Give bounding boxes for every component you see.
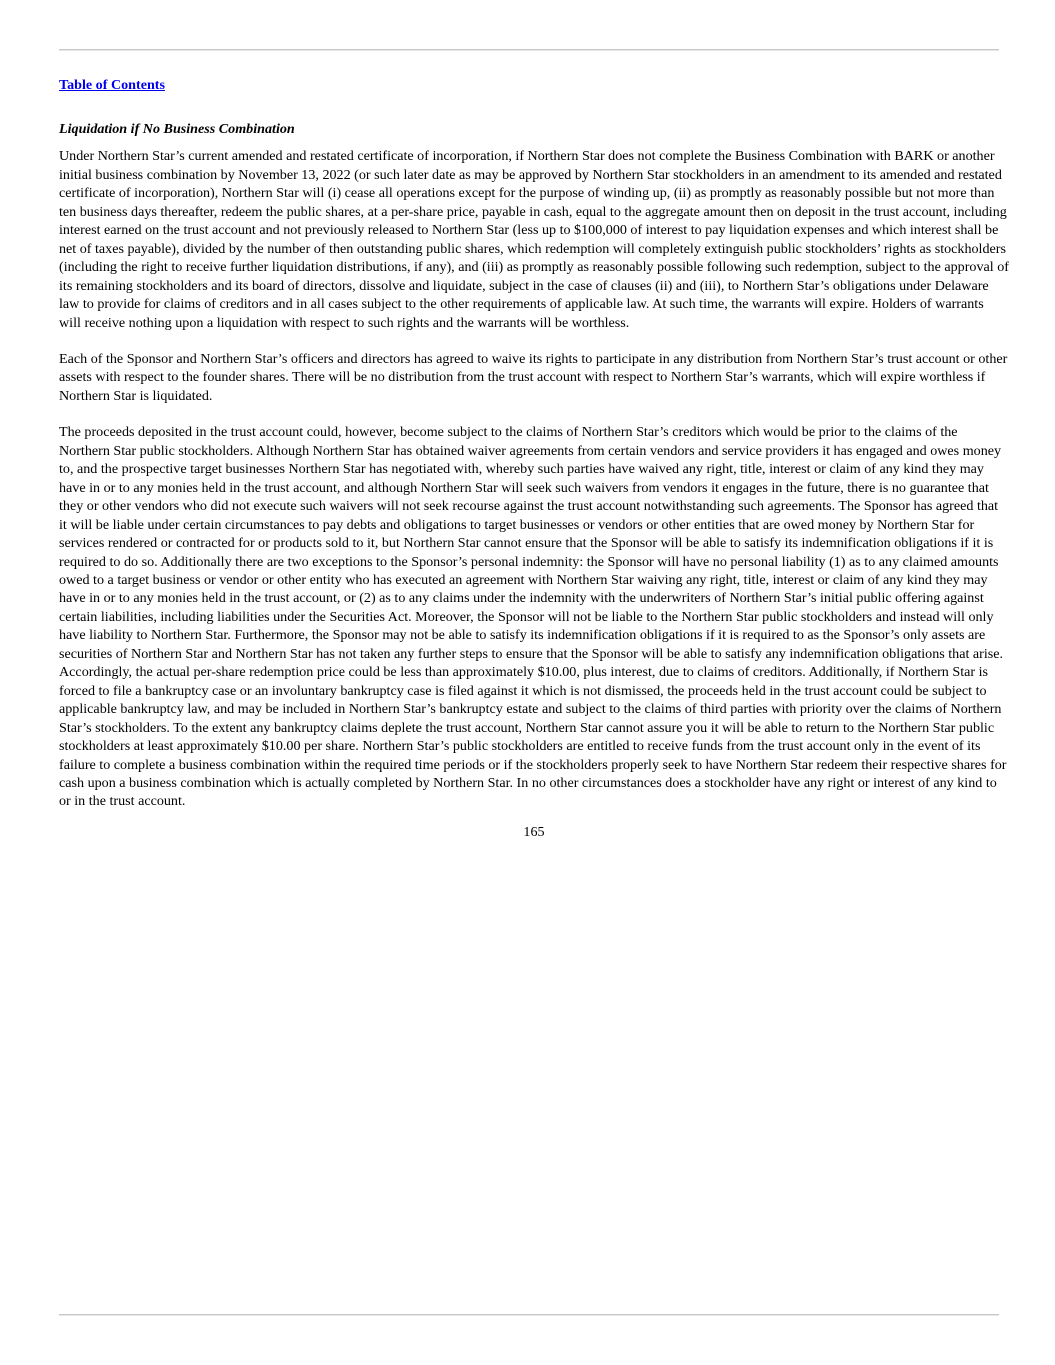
table-of-contents-link[interactable]: Table of Contents [59, 77, 165, 93]
section-heading: Liquidation if No Business Combination [59, 121, 295, 137]
paragraph-waiver: Each of the Sponsor and Northern Star’s officers and directors has agreed to waive its rights to participate in any distribution from Northern Star’s trust account or other assets with respect to the founder shares. There will be no distribution from the trust account with respect to Northern Star’s warrants, which will expire worthless if Northern Star is liquidated. [59, 350, 1008, 404]
top-divider [59, 49, 999, 50]
paragraph-liquidation: Under Northern Star’s current amended and restated certificate of incorporation, if Northern Star does not complete the Business Combination with BARK or another initial business combination by November 13, 2022 (or such later date as may be approved by Northern Star stockholders in an amendment to its amended and restated certificate of incorporation), Northern Star will (i) cease all operations except for the purpose of winding up, (ii) as promptly as reasonably possible but not more than ten business days thereafter, redeem the public shares, at a per-share price, payable in cash, equal to the aggregate amount then on deposit in the trust account, including interest earned on the trust account and not previously released to Northern Star (less up to $100,000 of interest to pay liquidation expenses and which interest shall be net of taxes payable), divided by the number of then outstanding public shares, which redemption will completely extinguish public stockholders’ rights as stockholders (including the right to receive further liquidation distributions, if any), and (iii) as promptly as reasonably possible following such redemption, subject to the approval of its remaining stockholders and its board of directors, dissolve and liquidate, subject in the case of clauses (ii) and (iii), to Northern Star’s obligations under Delaware law to provide for claims of creditors and in all cases subject to the other requirements of applicable law. At such time, the warrants will expire. Holders of warrants will receive nothing upon a liquidation with respect to such rights and the warrants will be worthless. [59, 148, 1009, 331]
bottom-divider [59, 1314, 999, 1315]
page-number: 165 [523, 823, 545, 840]
toc-container [59, 76, 1009, 96]
paragraph-trust-claims: The proceeds deposited in the trust account could, however, become subject to the claims of Northern Star’s creditors which would be prior to the claims of the Northern Star public stockholders. Although Northern Star has obtained waiver agreements from certain vendors and service providers it has engaged and owes money to, and the prospective target businesses Northern Star has negotiated with, whereby such parties have waived any right, title, interest or claim of any kind they may have in or to any monies held in the trust account, and although Northern Star will seek such waivers from vendors it engages in the future, there is no guarantee that they or other vendors who did not execute such waivers will not seek recourse against the trust account notwithstanding such agreements. The Sponsor has agreed that it will be liable under certain circumstances to pay debts and obligations to target businesses or vendors or other entities that are owed money by Northern Star for services rendered or contracted for or products sold to it, but Northern Star cannot ensure that the Sponsor will be able to satisfy its indemnification obligations if it is required to do so. Additionally there are two exceptions to the Sponsor’s personal indemnity: the Sponsor will have no personal liability (1) as to any claimed amounts owed to a target business or vendor or other entity who has executed an agreement with Northern Star waiving any right, title, interest or claim of any kind they may have in or to any monies held in the trust account, or (2) as to any claims under the indemnity with the underwriters of Northern Star’s initial public offering against certain liabilities, including liabilities under the Securities Act. Moreover, the Sponsor will not be liable to the Northern Star public stockholders and instead will only have liability to Northern Star. Furthermore, the Sponsor may not be able to satisfy its indemnification obligations if it is required to as the Sponsor’s only assets are securities of Northern Star and Northern Star has not taken any further steps to ensure that the Sponsor will be able to satisfy any indemnification obligations that arise. Accordingly, the actual per-share redemption price could be less than approximately $10.00, plus interest, due to claims of creditors. Additionally, if Northern Star is forced to file a bankruptcy case or an involuntary bankruptcy case is filed against it which is not dismissed, the proceeds held in the trust account could be subject to applicable bankruptcy law, and may be included in Northern Star’s bankruptcy estate and subject to the claims of third parties with priority over the claims of Northern Star’s stockholders. To the extent any bankruptcy claims deplete the trust account, Northern Star cannot assure you it will be able to return to the Northern Star public stockholders at least approximately $10.00 per share. Northern Star’s public stockholders are entitled to receive funds from the trust account only in the event of its failure to complete a business combination within the required time periods or if the stockholders properly seek to have Northern Star redeem their respective shares for cash upon a business combination which is actually completed by Northern Star. In no other circumstances does a stockholder have any right or interest of any kind to or in the trust account. [59, 424, 1007, 810]
page-content [59, 76, 1009, 841]
